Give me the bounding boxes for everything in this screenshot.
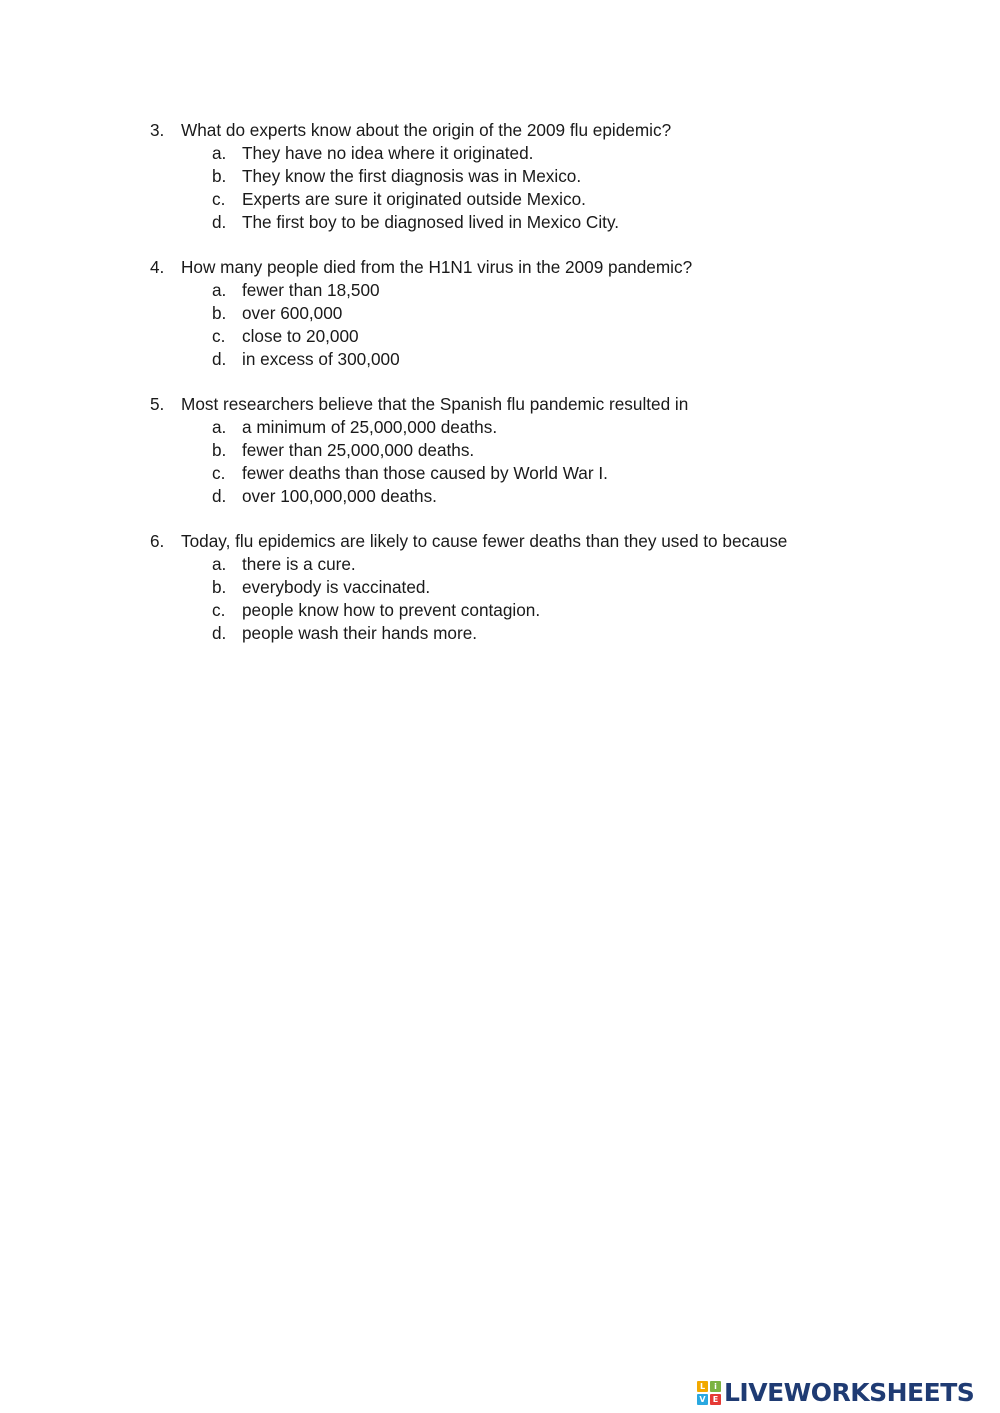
option-a <box>0 553 1000 576</box>
option-c <box>0 599 1000 622</box>
option-text: They know the first diagnosis was in Mexico. <box>242 166 582 186</box>
option-text: fewer deaths than those caused by World War I. <box>242 463 608 483</box>
option-letter: d. <box>212 486 227 506</box>
question-3 <box>0 119 1000 234</box>
option-d <box>0 348 1000 371</box>
logo-text: LIVEWORKSHEETS <box>724 1378 975 1407</box>
option-letter: c. <box>212 600 226 620</box>
option-letter: d. <box>212 349 227 369</box>
question-line <box>0 393 1000 416</box>
option-text: a minimum of 25,000,000 deaths. <box>242 417 498 437</box>
question-5 <box>0 393 1000 508</box>
logo-tile-l: L <box>697 1381 708 1392</box>
liveworksheets-logo[interactable] <box>697 1378 974 1408</box>
logo-tile-i: i <box>710 1381 721 1392</box>
option-a <box>0 279 1000 302</box>
worksheet-content <box>0 119 1000 667</box>
option-letter: a. <box>212 280 227 300</box>
option-c <box>0 462 1000 485</box>
option-text: Experts are sure it originated outside Mexico. <box>242 189 586 209</box>
option-b <box>0 439 1000 462</box>
question-number: 4. <box>150 257 165 277</box>
option-a <box>0 142 1000 165</box>
option-letter: c. <box>212 189 226 209</box>
option-letter: a. <box>212 143 227 163</box>
option-c <box>0 325 1000 348</box>
option-text: They have no idea where it originated. <box>242 143 534 163</box>
option-letter: b. <box>212 166 227 186</box>
option-letter: d. <box>212 212 227 232</box>
option-b <box>0 302 1000 325</box>
option-d <box>0 622 1000 645</box>
option-text: fewer than 18,500 <box>242 280 380 300</box>
option-letter: c. <box>212 326 226 346</box>
option-text: close to 20,000 <box>242 326 359 346</box>
option-a <box>0 416 1000 439</box>
question-text: Most researchers believe that the Spanish flu pandemic resulted in <box>181 394 689 414</box>
option-b <box>0 165 1000 188</box>
option-text: over 600,000 <box>242 303 343 323</box>
question-text: What do experts know about the origin of the 2009 flu epidemic? <box>181 120 672 140</box>
question-text: Today, flu epidemics are likely to cause fewer deaths than they used to because <box>181 531 788 551</box>
question-line <box>0 530 1000 553</box>
option-letter: a. <box>212 554 227 574</box>
option-letter: b. <box>212 303 227 323</box>
option-letter: b. <box>212 440 227 460</box>
logo-tile-v: V <box>697 1394 708 1405</box>
option-d <box>0 485 1000 508</box>
option-text: over 100,000,000 deaths. <box>242 486 437 506</box>
option-text: people know how to prevent contagion. <box>242 600 541 620</box>
option-text: there is a cure. <box>242 554 356 574</box>
question-line <box>0 119 1000 142</box>
option-text: everybody is vaccinated. <box>242 577 431 597</box>
option-text: in excess of 300,000 <box>242 349 400 369</box>
option-text: The first boy to be diagnosed lived in Mexico City. <box>242 212 620 232</box>
liveworksheets-logo-icon <box>697 1381 721 1405</box>
question-4 <box>0 256 1000 371</box>
question-number: 3. <box>150 120 165 140</box>
logo-tile-e: E <box>710 1394 721 1405</box>
option-letter: d. <box>212 623 227 643</box>
option-letter: b. <box>212 577 227 597</box>
question-number: 5. <box>150 394 165 414</box>
option-letter: c. <box>212 463 226 483</box>
question-number: 6. <box>150 531 165 551</box>
question-6 <box>0 530 1000 645</box>
option-c <box>0 188 1000 211</box>
question-text: How many people died from the H1N1 virus in the 2009 pandemic? <box>181 257 693 277</box>
option-text: fewer than 25,000,000 deaths. <box>242 440 475 460</box>
option-b <box>0 576 1000 599</box>
question-line <box>0 256 1000 279</box>
option-letter: a. <box>212 417 227 437</box>
option-d <box>0 211 1000 234</box>
option-text: people wash their hands more. <box>242 623 478 643</box>
